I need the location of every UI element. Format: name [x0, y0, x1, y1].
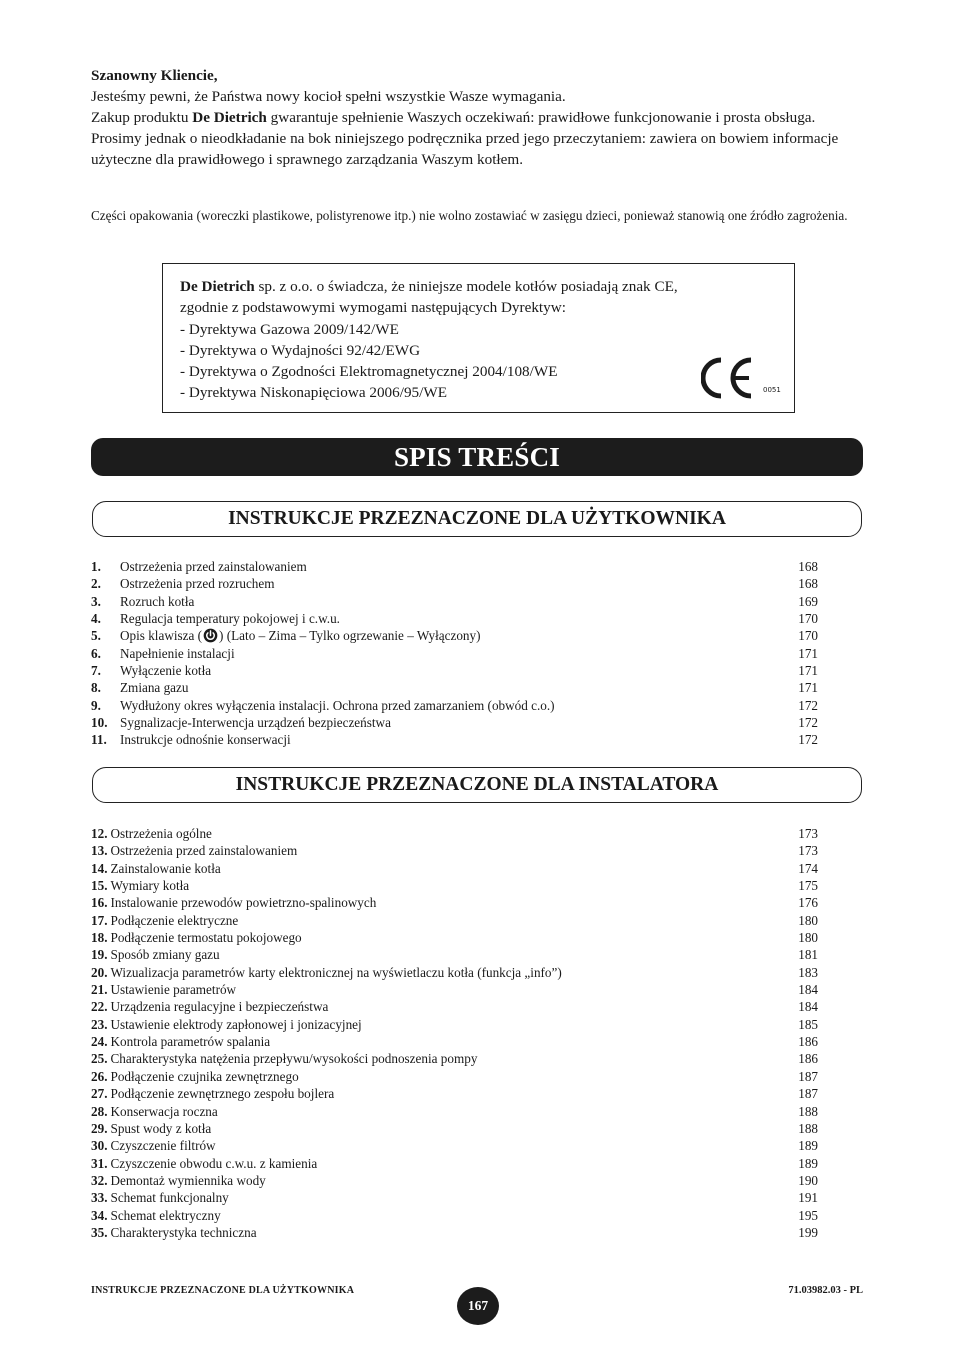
toc-row[interactable]	[91, 575, 818, 592]
toc-num: 5.	[91, 628, 101, 644]
user-toc-list	[91, 558, 818, 749]
toc-num: 3.	[91, 593, 101, 609]
toc-text: Demontaż wymiennika wody	[110, 1172, 266, 1188]
toc-row[interactable]	[91, 946, 818, 963]
toc-row[interactable]	[91, 679, 818, 696]
toc-row[interactable]	[91, 610, 818, 627]
toc-text: Wymiary kotła	[110, 878, 190, 894]
toc-page: 171	[798, 645, 818, 661]
toc-row[interactable]	[91, 1085, 818, 1102]
toc-text: Podłączenie czujnika zewnętrznego	[110, 1068, 299, 1084]
toc-text: Urządzenia regulacyjne i bezpieczeństwa	[110, 999, 329, 1015]
toc-num: 1.	[91, 559, 101, 574]
toc-page: 184	[798, 982, 818, 998]
toc-num: 9.	[91, 697, 101, 713]
toc-text: Napełnienie instalacji	[120, 645, 235, 661]
toc-text: Wyłączenie kotła	[120, 663, 212, 679]
toc-num: 12.	[91, 826, 108, 841]
toc-text: Ostrzeżenia przed zainstalowaniem	[110, 843, 298, 859]
toc-num: 24.	[91, 1034, 108, 1050]
toc-num: 30.	[91, 1138, 108, 1154]
power-icon	[203, 628, 218, 643]
toc-page: 188	[798, 1120, 818, 1136]
toc-row[interactable]	[91, 1172, 818, 1189]
toc-text: Instrukcje odnośnie konserwacji	[120, 732, 291, 748]
toc-text-after: ) (Lato – Zima – Tylko ogrzewanie – Wyłączony)	[219, 628, 481, 644]
toc-page: 189	[798, 1138, 818, 1154]
toc-num: 16.	[91, 895, 108, 911]
ce-declaration-box	[162, 263, 795, 413]
toc-page: 170	[798, 628, 818, 644]
toc-text: Podłączenie elektryczne	[110, 912, 239, 928]
toc-text: Schemat funkcjonalny	[110, 1190, 229, 1206]
toc-row[interactable]	[91, 842, 818, 859]
toc-page: 181	[798, 947, 818, 963]
ce-line-1-text: sp. z o.o. o świadcza, że niniejsze modele kotłów posiadają znak CE,	[254, 278, 678, 295]
toc-num: 15.	[91, 878, 108, 894]
installer-section-title: INSTRUKCJE PRZEZNACZONE DLA INSTALATORA	[92, 767, 862, 803]
toc-page: 168	[798, 576, 818, 592]
toc-row[interactable]	[91, 929, 818, 946]
toc-text: Wydłużony okres wyłączenia instalacji. Ochrona przed zamarzaniem (obwód c.o.)	[120, 697, 555, 713]
toc-text: Zmiana gazu	[120, 680, 189, 696]
toc-num: 8.	[91, 680, 101, 696]
toc-text: Instalowanie przewodów powietrzno-spalinowych	[110, 895, 377, 911]
intro-line-1: Jesteśmy pewni, że Państwa nowy kocioł spełni wszystkie Wasze wymagania.	[91, 88, 566, 105]
directive-item: - Dyrektywa Niskonapięciowa 2006/95/WE	[180, 384, 447, 402]
intro-line-2	[91, 107, 871, 128]
toc-page: 171	[798, 680, 818, 696]
toc-page: 172	[798, 697, 818, 713]
toc-row[interactable]	[91, 731, 818, 748]
toc-text: Sygnalizacje-Interwencja urządzeń bezpieczeństwa	[120, 715, 391, 731]
toc-row[interactable]	[91, 1050, 818, 1067]
toc-row[interactable]	[91, 662, 818, 679]
toc-num: 14.	[91, 860, 108, 876]
toc-text: Rozruch kotła	[120, 593, 195, 609]
toc-page: 184	[798, 999, 818, 1015]
toc-title: SPIS TREŚCI	[91, 438, 863, 476]
toc-text: Regulacja temperatury pokojowej i c.w.u.	[120, 611, 340, 627]
directive-item: - Dyrektywa o Wydajności 92/42/EWG	[180, 341, 421, 359]
toc-row[interactable]	[91, 1137, 818, 1154]
toc-text: Podłączenie zewnętrznego zespołu bojlera	[110, 1086, 335, 1102]
toc-row[interactable]	[91, 627, 818, 644]
toc-row[interactable]	[91, 645, 818, 662]
ce-brand: De Dietrich	[180, 278, 255, 295]
toc-page: 169	[798, 593, 818, 609]
toc-num: 33.	[91, 1190, 108, 1206]
toc-page: 191	[798, 1190, 818, 1206]
toc-text: Zainstalowanie kotła	[110, 860, 221, 876]
toc-row[interactable]	[91, 1120, 818, 1137]
toc-page: 188	[798, 1103, 818, 1119]
user-section-title: INSTRUKCJE PRZEZNACZONE DLA UŻYTKOWNIKA	[92, 501, 862, 537]
toc-text: Ostrzeżenia ogólne	[110, 826, 212, 841]
toc-num: 19.	[91, 947, 108, 963]
toc-num: 32.	[91, 1172, 108, 1188]
ce-line-1	[180, 276, 770, 297]
toc-num: 35.	[91, 1224, 108, 1240]
toc-page: 187	[798, 1068, 818, 1084]
toc-row[interactable]	[91, 1207, 818, 1224]
intro-line-2-post: gwarantuje spełnienie Waszych oczekiwań: prawidłowe funkcjonowanie i prosta obsługa.	[266, 109, 816, 126]
toc-page: 172	[798, 715, 818, 731]
toc-page: 174	[798, 860, 818, 876]
toc-row[interactable]	[91, 1103, 818, 1120]
toc-num: 20.	[91, 964, 108, 980]
toc-page: 172	[798, 732, 818, 748]
toc-num: 27.	[91, 1086, 108, 1102]
toc-page: 175	[798, 878, 818, 894]
toc-page: 176	[798, 895, 818, 911]
toc-page: 173	[798, 826, 818, 841]
directive-item: - Dyrektywa o Zgodności Elektromagnetycznej 2004/108/WE	[180, 363, 558, 381]
toc-text: Czyszczenie obwodu c.w.u. z kamienia	[110, 1155, 318, 1171]
toc-num: 21.	[91, 982, 108, 998]
toc-num: 17.	[91, 912, 108, 928]
toc-row[interactable]	[91, 981, 818, 998]
ce-number: 0051	[763, 386, 781, 394]
intro-block	[91, 65, 871, 170]
intro-line-2-pre: Zakup produktu	[91, 109, 193, 126]
toc-page: 168	[798, 559, 818, 574]
toc-num: 34.	[91, 1207, 108, 1223]
toc-text: Sposób zmiany gazu	[110, 947, 220, 963]
toc-num: 11.	[91, 732, 107, 748]
toc-num: 7.	[91, 663, 101, 679]
toc-text: Opis klawisza (	[120, 628, 203, 644]
toc-num: 10.	[91, 715, 108, 731]
greeting: Szanowny Kliencie,	[91, 67, 218, 84]
toc-num: 18.	[91, 930, 108, 946]
toc-row[interactable]	[91, 998, 818, 1015]
toc-num: 26.	[91, 1068, 108, 1084]
toc-page: 180	[798, 912, 818, 928]
toc-num: 6.	[91, 645, 101, 661]
toc-row[interactable]	[91, 1033, 818, 1050]
toc-text: Ostrzeżenia przed zainstalowaniem	[120, 559, 307, 574]
toc-page: 173	[798, 843, 818, 859]
toc-row[interactable]	[91, 714, 818, 731]
directive-item: - Dyrektywa Gazowa 2009/142/WE	[180, 320, 399, 338]
toc-row[interactable]	[91, 1224, 818, 1241]
toc-page: 170	[798, 611, 818, 627]
toc-row[interactable]	[91, 877, 818, 894]
ce-mark-icon	[701, 356, 781, 400]
safety-note: Części opakowania (woreczki plastikowe, polistyrenowe itp.) nie wolno zostawiać w zasięgu dzieci, ponieważ stanowią one źródło zagrożenia.	[91, 208, 848, 223]
toc-num: 2.	[91, 576, 101, 592]
toc-text: Spust wody z kotła	[110, 1120, 212, 1136]
toc-page: 185	[798, 1016, 818, 1032]
toc-row[interactable]	[91, 558, 818, 575]
toc-text: Podłączenie termostatu pokojowego	[110, 930, 302, 946]
toc-page: 171	[798, 663, 818, 679]
toc-row[interactable]	[91, 860, 818, 877]
toc-num: 4.	[91, 611, 101, 627]
toc-text: Charakterystyka natężenia przepływu/wysokości podnoszenia pompy	[110, 1051, 478, 1067]
toc-row[interactable]	[91, 1016, 818, 1033]
installer-toc-list	[91, 825, 818, 1241]
toc-text: Ustawienie elektrody zapłonowej i jonizacyjnej	[110, 1016, 362, 1032]
footer-section-label: INSTRUKCJE PRZEZNACZONE DLA UŻYTKOWNIKA	[91, 1285, 355, 1296]
intro-brand: De Dietrich	[192, 109, 267, 126]
toc-num: 22.	[91, 999, 108, 1015]
toc-text: Charakterystyka techniczna	[110, 1224, 257, 1240]
toc-row[interactable]	[91, 1068, 818, 1085]
toc-row[interactable]	[91, 912, 818, 929]
toc-row[interactable]	[91, 964, 818, 981]
toc-page: 189	[798, 1155, 818, 1171]
toc-page: 199	[798, 1224, 818, 1240]
toc-text: Wizualizacja parametrów karty elektronicznej na wyświetlaczu kotła (funkcja „info”)	[110, 964, 562, 980]
toc-row[interactable]	[91, 593, 818, 610]
footer-document-code: 71.03982.03 - PL	[788, 1285, 863, 1296]
toc-text: Czyszczenie filtrów	[110, 1138, 216, 1154]
toc-page: 186	[798, 1034, 818, 1050]
toc-text: Ostrzeżenia przed rozruchem	[120, 576, 275, 592]
toc-row[interactable]	[91, 1189, 818, 1206]
toc-num: 25.	[91, 1051, 108, 1067]
toc-num: 23.	[91, 1016, 108, 1032]
toc-text: Ustawienie parametrów	[110, 982, 237, 998]
toc-page: 195	[798, 1207, 818, 1223]
toc-num: 13.	[91, 843, 108, 859]
page-number-badge: 167	[457, 1287, 499, 1325]
toc-text: Kontrola parametrów spalania	[110, 1034, 271, 1050]
toc-text: Schemat elektryczny	[110, 1207, 221, 1223]
toc-num: 28.	[91, 1103, 108, 1119]
toc-row[interactable]	[91, 1155, 818, 1172]
intro-line-3: Prosimy jednak o nieodkładanie na bok niniejszego podręcznika przed jego przeczytaniem: zawiera on bowiem informacje użyteczne dla prawidłowego i sprawnego zarządzania Waszym kotłem.	[91, 130, 839, 168]
toc-num: 31.	[91, 1155, 108, 1171]
ce-declaration-text	[180, 276, 770, 404]
toc-page: 190	[798, 1172, 818, 1188]
toc-page: 186	[798, 1051, 818, 1067]
toc-row[interactable]	[91, 825, 818, 842]
toc-row[interactable]	[91, 697, 818, 714]
ce-line-2: zgodnie z podstawowymi wymogami następujących Dyrektyw:	[180, 299, 566, 317]
toc-page: 187	[798, 1086, 818, 1102]
toc-text: Konserwacja roczna	[110, 1103, 218, 1119]
toc-num: 29.	[91, 1120, 108, 1136]
toc-row[interactable]	[91, 894, 818, 911]
toc-page: 183	[798, 964, 818, 980]
toc-page: 180	[798, 930, 818, 946]
